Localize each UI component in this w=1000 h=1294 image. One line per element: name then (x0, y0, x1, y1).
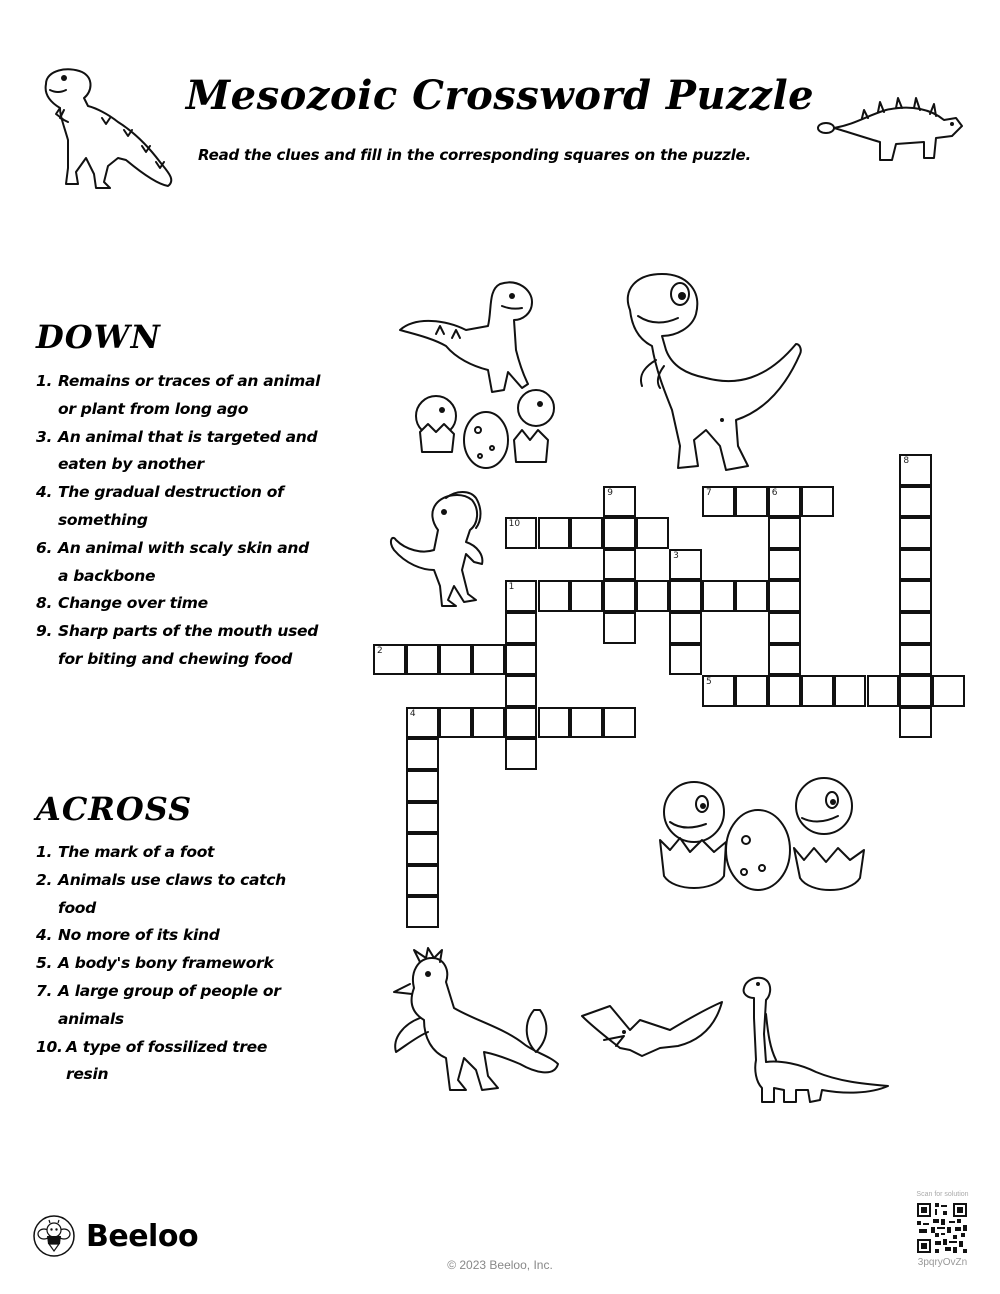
clue-number: 1 (508, 582, 515, 593)
down-clue-9: 9. Sharp parts of the mouth used for biting and chewing food (36, 622, 319, 668)
crossword-cell[interactable] (899, 707, 932, 739)
crossword-cell[interactable] (669, 644, 702, 676)
across-clue-1: 1. The mark of a foot (36, 843, 215, 861)
crossword-cell[interactable] (899, 580, 932, 612)
crossword-cell[interactable] (636, 580, 669, 612)
crossword-cell[interactable] (768, 644, 801, 676)
crossword-cell[interactable] (899, 549, 932, 581)
crossword-cell[interactable] (472, 644, 505, 676)
page-title: Mesozoic Crossword Puzzle (185, 72, 815, 119)
crossword-cell[interactable] (439, 644, 472, 676)
crossword-cell[interactable] (768, 517, 801, 549)
crossword-cell[interactable] (669, 580, 702, 612)
crossword-cell[interactable] (932, 675, 965, 707)
crossword-cell[interactable] (735, 675, 768, 707)
crossword-cell[interactable] (768, 675, 801, 707)
crossword-cell[interactable] (505, 644, 538, 676)
crossword-cell[interactable] (603, 580, 636, 612)
bee-mascot-icon (32, 1214, 76, 1258)
crossword-cell[interactable] (867, 675, 900, 707)
copyright: © 2023 Beeloo, Inc. (447, 1258, 553, 1272)
qr-code-id: 3pqryOvZn (917, 1257, 968, 1268)
crossword-cell[interactable] (505, 707, 538, 739)
down-clue-1: 1. Remains or traces of an animal or plant from long ago (36, 372, 321, 418)
crossword-cell[interactable] (603, 486, 636, 518)
clue-number: 8 (903, 456, 910, 466)
ankylosaurus-icon (816, 96, 966, 166)
crossword-cell[interactable] (406, 644, 439, 676)
dino-family-icon (396, 280, 566, 470)
crossword-cell[interactable] (538, 580, 571, 612)
crossword-cell[interactable] (636, 517, 669, 549)
pterodactyl-icon (580, 1000, 725, 1060)
clue-number: 4 (409, 708, 416, 719)
beeloo-logo (32, 1214, 198, 1258)
crossword-cell[interactable] (505, 738, 538, 770)
crossword-cell[interactable] (899, 644, 932, 676)
crossword-cell[interactable] (505, 580, 538, 612)
dilophosaurus-icon (386, 490, 496, 610)
crossword-cell[interactable] (538, 517, 571, 549)
crossword-cell[interactable] (505, 612, 538, 644)
crossword-cell[interactable] (472, 707, 505, 739)
crossword-cell[interactable] (669, 549, 702, 581)
clue-number: 3 (673, 550, 679, 561)
down-clue-8: 8. Change over time (36, 594, 208, 613)
crossword-cell[interactable] (406, 865, 439, 897)
crossword-cell[interactable] (899, 612, 932, 644)
across-clues-list (36, 839, 326, 1089)
down-clue-6: 6. An animal with scaly skin and a backbone (36, 538, 309, 585)
clue-number: 10 (508, 519, 521, 530)
feathered-raptor-icon (384, 948, 564, 1098)
hatchlings-icon (654, 776, 869, 896)
crossword-cell[interactable] (538, 707, 571, 739)
crossword-cell[interactable] (406, 707, 439, 739)
across-clue-2: 2. Animals use claws to catch food (36, 870, 286, 917)
crossword-cell[interactable] (603, 517, 636, 549)
crossword-cell[interactable] (899, 486, 932, 518)
crossword-cell[interactable] (899, 675, 932, 707)
crossword-cell[interactable] (570, 580, 603, 612)
down-clue-4: 4. The gradual destruction of something (36, 483, 284, 529)
crossword-cell[interactable] (406, 770, 439, 802)
crossword-cell[interactable] (735, 580, 768, 612)
crossword-cell[interactable] (899, 517, 932, 549)
crossword-cell[interactable] (768, 612, 801, 644)
crossword-cell[interactable] (768, 486, 801, 518)
clue-number: 9 (607, 487, 614, 498)
crossword-cell[interactable] (570, 517, 603, 549)
crossword-cell[interactable] (834, 675, 867, 707)
clue-number: 7 (706, 487, 712, 498)
crossword-cell[interactable] (702, 675, 735, 707)
crossword-cell[interactable] (406, 833, 439, 865)
crossword-cell[interactable] (603, 707, 636, 739)
crossword-cell[interactable] (735, 486, 768, 518)
crossword-cell[interactable] (801, 486, 834, 518)
down-heading: DOWN (36, 318, 161, 356)
crossword-cell[interactable] (801, 675, 834, 707)
crossword-cell[interactable] (702, 486, 735, 518)
brachiosaurus-icon (740, 974, 890, 1106)
clue-number: 5 (706, 677, 712, 688)
crossword-cell[interactable] (406, 738, 439, 770)
brand-name: Beeloo (86, 1218, 199, 1254)
qr-code-icon[interactable] (917, 1203, 967, 1253)
crossword-cell[interactable] (406, 896, 439, 928)
crossword-cell[interactable] (702, 580, 735, 612)
crossword-cell[interactable] (899, 454, 932, 486)
crossword-cell[interactable] (768, 580, 801, 612)
crossword-cell[interactable] (603, 612, 636, 644)
across-clue-10: 10. A type of fossilized tree resin (36, 1037, 268, 1084)
down-clue-3: 3. An animal that is targeted and eaten by another (36, 427, 318, 474)
crossword-cell[interactable] (439, 707, 472, 739)
instructions: Read the clues and fill in the corresponding squares on the puzzle. (198, 146, 752, 164)
crossword-cell[interactable] (603, 549, 636, 581)
cartoon-t-rex-icon (616, 270, 806, 480)
crossword-cell[interactable] (768, 549, 801, 581)
crossword-cell[interactable] (406, 802, 439, 834)
across-clue-4: 4. No more of its kind (36, 926, 220, 945)
crossword-cell[interactable] (570, 707, 603, 739)
across-clue-7: 7. A large group of people or animals (36, 981, 281, 1028)
crossword-cell[interactable] (505, 517, 538, 549)
crossword-cell[interactable] (669, 612, 702, 644)
across-clue-5: 5. A body's bony framework (36, 954, 274, 973)
qr-label: Scan for solution (916, 1191, 969, 1198)
across-heading: ACROSS (36, 790, 193, 828)
down-clues-list (36, 368, 326, 674)
crossword-cell[interactable] (373, 644, 406, 676)
clue-number: 2 (377, 645, 383, 656)
t-rex-icon (38, 62, 183, 192)
crossword-cell[interactable] (505, 675, 538, 707)
clue-number: 6 (771, 487, 778, 498)
